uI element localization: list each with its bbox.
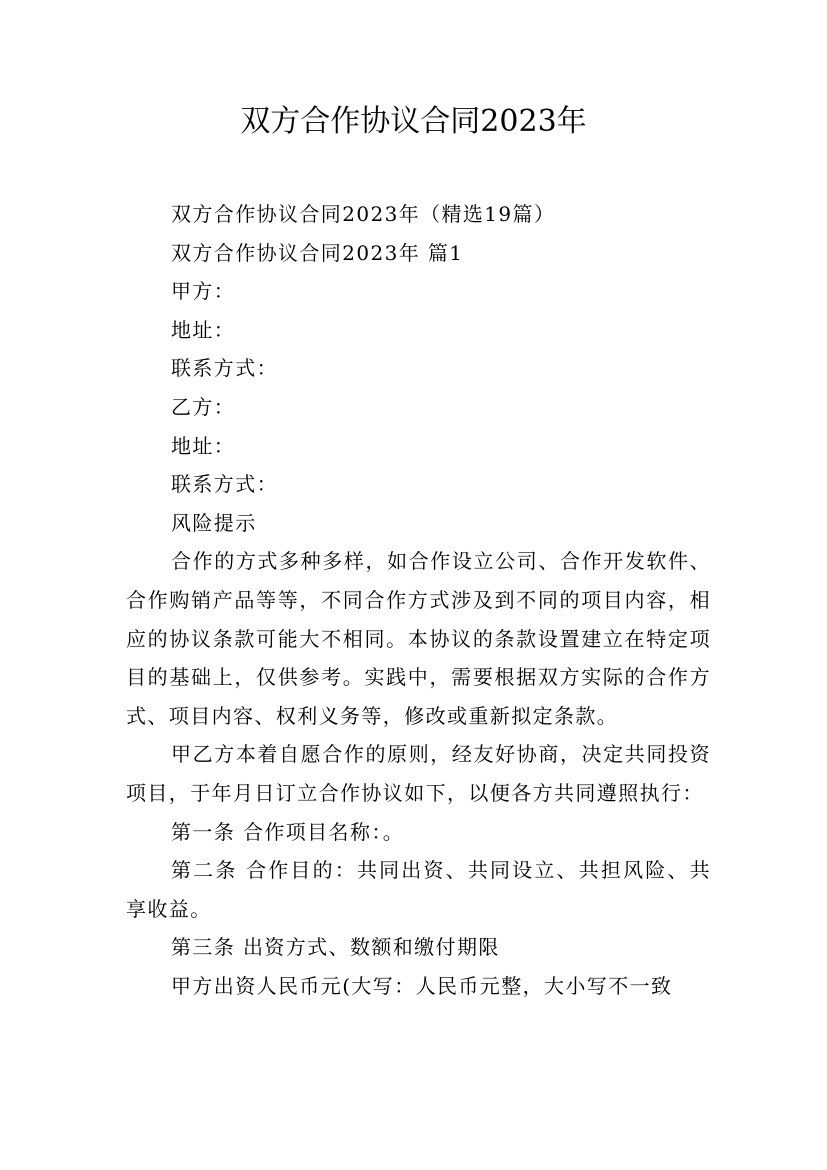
risk-notice-heading: 风险提示 — [171, 510, 257, 535]
party-b-address-label: 地址： — [171, 433, 236, 458]
article-2: 第二条 合作目的：共同出资、共同设立、共担风险、共享收益。 — [126, 858, 711, 921]
document-body — [126, 195, 711, 1005]
party-b-label: 乙方： — [171, 394, 236, 419]
paragraph-section-heading: 双方合作协议合同2023年 篇1 — [171, 240, 464, 265]
party-a-address-label: 地址： — [171, 317, 236, 342]
party-b-contact-label: 联系方式： — [171, 472, 278, 497]
risk-notice-paragraph: 合作的方式多种多样，如合作设立公司、合作开发软件、合作购销产品等等，不同合作方式涉及到不同的项目内容，相应的协议条款可能大不相同。本协议的条款设置建立在特定项目的基础上，仅供参考。实践中，需要根据双方实际的合作方式、项目内容、权利义务等，修改或重新拟定条款。 — [126, 549, 711, 728]
document-title: 双方合作协议合同2023年 — [240, 104, 587, 139]
intro-paragraph: 甲乙方本着自愿合作的原则，经友好协商，决定共同投资项目，于年月日订立合作协议如下，以便各方共同遵照执行： — [126, 742, 711, 805]
paragraph-subtitle: 双方合作协议合同2023年（精选19篇） — [171, 202, 556, 226]
party-a-label: 甲方： — [171, 279, 236, 304]
article-1: 第一条 合作项目名称：。 — [171, 819, 405, 844]
article-3-paragraph: 甲方出资人民币元(大写：人民币元整，大小写不一致 — [171, 973, 673, 998]
party-a-contact-label: 联系方式： — [171, 356, 278, 381]
article-3-heading: 第三条 出资方式、数额和缴付期限 — [171, 935, 500, 960]
